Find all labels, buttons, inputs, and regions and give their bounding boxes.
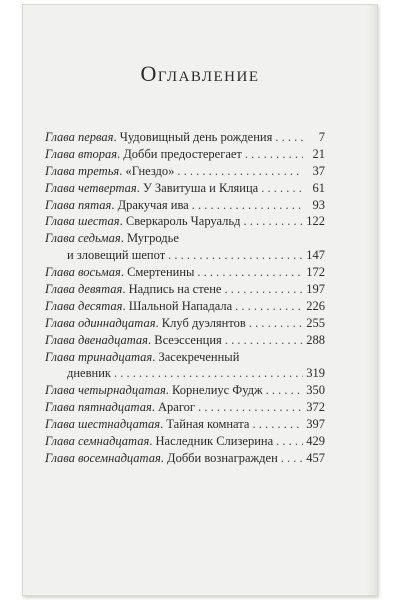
dot-leader bbox=[177, 163, 303, 180]
toc-entry bbox=[45, 146, 325, 163]
chapter-title: Дракучая ива bbox=[117, 197, 189, 212]
chapter-title: У Завитуша и Кляица bbox=[142, 180, 259, 195]
entry-separator: . bbox=[120, 265, 128, 280]
toc-entry bbox=[45, 264, 325, 281]
toc-entry bbox=[45, 399, 325, 416]
dot-leader bbox=[275, 129, 303, 146]
page-title: Оглавление bbox=[140, 61, 260, 86]
chapter-number: Глава пятнадцатая bbox=[45, 400, 152, 415]
dot-leader bbox=[281, 450, 303, 467]
page-number: 319 bbox=[306, 366, 325, 381]
table-of-contents bbox=[45, 129, 325, 467]
dot-leader bbox=[168, 247, 303, 264]
page-number: 288 bbox=[306, 332, 325, 347]
chapter-title: Добби вознагражден bbox=[167, 450, 278, 465]
chapter-title-continued: дневник bbox=[67, 366, 111, 381]
chapter-number: Глава четвертая bbox=[45, 180, 137, 195]
chapter-number: Глава девятая bbox=[45, 282, 123, 297]
dot-leader bbox=[198, 399, 303, 416]
chapter-title: Шальной Нападала bbox=[128, 298, 233, 313]
entry-label bbox=[45, 264, 194, 281]
dot-leader bbox=[197, 264, 303, 281]
toc-entry bbox=[45, 382, 325, 399]
chapter-number: Глава одиннадцатая bbox=[45, 315, 156, 330]
dot-leader bbox=[276, 433, 303, 450]
entry-label bbox=[45, 382, 263, 399]
page-number: 429 bbox=[306, 434, 325, 449]
chapter-title: Тайная комната bbox=[166, 417, 250, 432]
chapter-number: Глава тринадцатая bbox=[45, 349, 153, 364]
dot-leader bbox=[235, 298, 303, 315]
chapter-number: Глава четырнадцатая bbox=[45, 383, 166, 398]
chapter-title: Засекреченный bbox=[158, 349, 240, 364]
entry-label bbox=[45, 180, 258, 197]
dot-leader bbox=[243, 213, 303, 230]
chapter-title: Надпись на стене bbox=[128, 282, 222, 297]
chapter-number: Глава седьмая bbox=[45, 231, 121, 246]
entry-label bbox=[45, 399, 195, 416]
toc-entry bbox=[45, 163, 325, 180]
entry-label bbox=[45, 450, 278, 467]
entry-separator: . bbox=[119, 214, 126, 229]
book-page bbox=[22, 4, 378, 596]
chapter-number: Глава пятая bbox=[45, 197, 112, 212]
entry-separator: . bbox=[160, 417, 167, 432]
chapter-title: Сверкароль Чаруальд bbox=[125, 214, 241, 229]
chapter-title: Арагог bbox=[158, 400, 196, 415]
chapter-title: «Гнездо» bbox=[125, 163, 175, 178]
entry-label bbox=[45, 416, 249, 433]
entry-separator: . bbox=[160, 450, 168, 465]
toc-entry-continuation bbox=[45, 247, 325, 264]
entry-separator: . bbox=[113, 130, 120, 144]
chapter-number: Глава восьмая bbox=[45, 265, 121, 280]
chapter-number: Глава шестнадцатая bbox=[45, 417, 161, 432]
page-number: 37 bbox=[312, 163, 325, 178]
chapter-title: Смертенины bbox=[127, 265, 195, 280]
dot-leader bbox=[225, 332, 303, 349]
entry-separator: . bbox=[122, 298, 129, 313]
toc-entry bbox=[45, 349, 325, 366]
dot-leader bbox=[266, 382, 303, 399]
dot-leader bbox=[245, 146, 303, 163]
page-number: 7 bbox=[318, 130, 325, 144]
chapter-title-continued: и зловещий шепот bbox=[67, 248, 166, 263]
entry-label bbox=[45, 349, 239, 366]
page-number: 226 bbox=[306, 298, 325, 313]
dot-leader bbox=[261, 180, 303, 197]
page-number: 122 bbox=[306, 214, 325, 229]
toc-entry bbox=[45, 298, 325, 315]
chapter-number: Глава первая bbox=[45, 130, 114, 144]
entry-label bbox=[45, 197, 189, 214]
page-number: 397 bbox=[306, 417, 325, 432]
dot-leader bbox=[249, 315, 303, 332]
toc-entry bbox=[45, 281, 325, 298]
entry-separator: . bbox=[152, 349, 159, 364]
dot-leader bbox=[252, 416, 303, 433]
entry-label bbox=[45, 230, 179, 247]
dot-leader bbox=[224, 281, 303, 298]
chapter-title: Всеэссенция bbox=[154, 332, 222, 347]
toc-entry bbox=[45, 197, 325, 214]
chapter-number: Глава семнадцатая bbox=[45, 434, 150, 449]
page-number: 147 bbox=[306, 248, 325, 263]
toc-entry bbox=[45, 433, 325, 450]
chapter-number: Глава восемнадцатая bbox=[45, 450, 161, 465]
entry-separator: . bbox=[120, 231, 127, 246]
entry-label bbox=[45, 433, 273, 450]
entry-separator: . bbox=[136, 180, 143, 195]
toc-entry bbox=[45, 450, 325, 467]
entry-separator: . bbox=[111, 197, 118, 212]
page-number: 61 bbox=[312, 180, 325, 195]
page-number: 255 bbox=[306, 315, 325, 330]
toc-entry bbox=[45, 315, 325, 332]
entry-label bbox=[45, 281, 221, 298]
page-number: 457 bbox=[306, 450, 325, 465]
entry-separator: . bbox=[119, 163, 126, 178]
entry-separator: . bbox=[165, 383, 173, 398]
chapter-number: Глава двенадцатая bbox=[45, 332, 148, 347]
page-number: 372 bbox=[306, 400, 325, 415]
chapter-title: Клуб дуэлянтов bbox=[161, 315, 246, 330]
page-number: 21 bbox=[312, 146, 325, 161]
chapter-number: Глава шестая bbox=[45, 214, 120, 229]
chapter-title: Добби предостерегает bbox=[123, 146, 242, 161]
entry-label bbox=[45, 332, 222, 349]
page-number: 350 bbox=[306, 383, 325, 398]
chapter-number: Глава вторая bbox=[45, 146, 118, 161]
entry-separator: . bbox=[155, 315, 162, 330]
entry-label bbox=[45, 298, 232, 315]
toc-entry bbox=[45, 129, 325, 146]
page-number: 172 bbox=[306, 265, 325, 280]
chapter-title: Мугродье bbox=[126, 231, 179, 246]
chapter-number: Глава третья bbox=[45, 163, 120, 178]
entry-separator: . bbox=[122, 282, 129, 297]
page-number: 197 bbox=[306, 282, 325, 297]
dot-leader bbox=[192, 197, 303, 214]
toc-entry bbox=[45, 180, 325, 197]
toc-entry-continuation bbox=[45, 365, 325, 382]
chapter-title: Корнелиус Фудж bbox=[172, 383, 263, 398]
entry-separator: . bbox=[147, 332, 155, 347]
toc-entry bbox=[45, 332, 325, 349]
entry-separator: . bbox=[151, 400, 159, 415]
entry-label bbox=[45, 129, 272, 146]
toc-entry bbox=[45, 416, 325, 433]
entry-label bbox=[45, 315, 246, 332]
chapter-title: Наследник Слизерина bbox=[155, 434, 274, 449]
entry-label bbox=[45, 146, 242, 163]
entry-separator: . bbox=[149, 434, 156, 449]
toc-entry bbox=[45, 213, 325, 230]
chapter-number: Глава десятая bbox=[45, 298, 123, 313]
chapter-title: Чудовищный день рождения bbox=[119, 130, 273, 144]
entry-separator: . bbox=[117, 146, 124, 161]
toc-entry bbox=[45, 230, 325, 247]
dot-leader bbox=[114, 365, 303, 382]
entry-label bbox=[45, 213, 240, 230]
page-number: 93 bbox=[312, 197, 325, 212]
entry-label bbox=[45, 163, 174, 180]
